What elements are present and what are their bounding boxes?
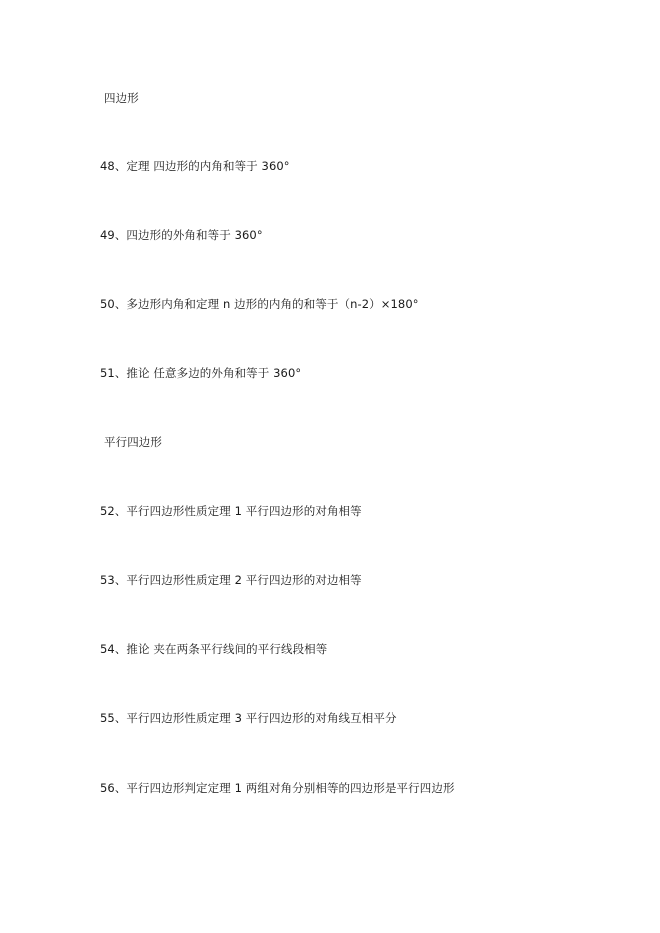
section-heading-quadrilateral: 四边形 xyxy=(104,91,139,105)
theorem-50: 50、多边形内角和定理 n 边形的内角的和等于（n-2）×180° xyxy=(100,297,419,311)
theorem-49: 49、四边形的外角和等于 360° xyxy=(100,228,263,242)
theorem-55: 55、平行四边形性质定理 3 平行四边形的对角线互相平分 xyxy=(100,711,397,725)
theorem-56: 56、平行四边形判定定理 1 两组对角分别相等的四边形是平行四边形 xyxy=(100,781,455,795)
theorem-48: 48、定理 四边形的内角和等于 360° xyxy=(100,159,290,173)
theorem-51: 51、推论 任意多边的外角和等于 360° xyxy=(100,366,302,380)
theorem-53: 53、平行四边形性质定理 2 平行四边形的对边相等 xyxy=(100,573,362,587)
theorem-54: 54、推论 夹在两条平行线间的平行线段相等 xyxy=(100,642,328,656)
section-heading-parallelogram: 平行四边形 xyxy=(104,435,162,449)
theorem-52: 52、平行四边形性质定理 1 平行四边形的对角相等 xyxy=(100,504,362,518)
